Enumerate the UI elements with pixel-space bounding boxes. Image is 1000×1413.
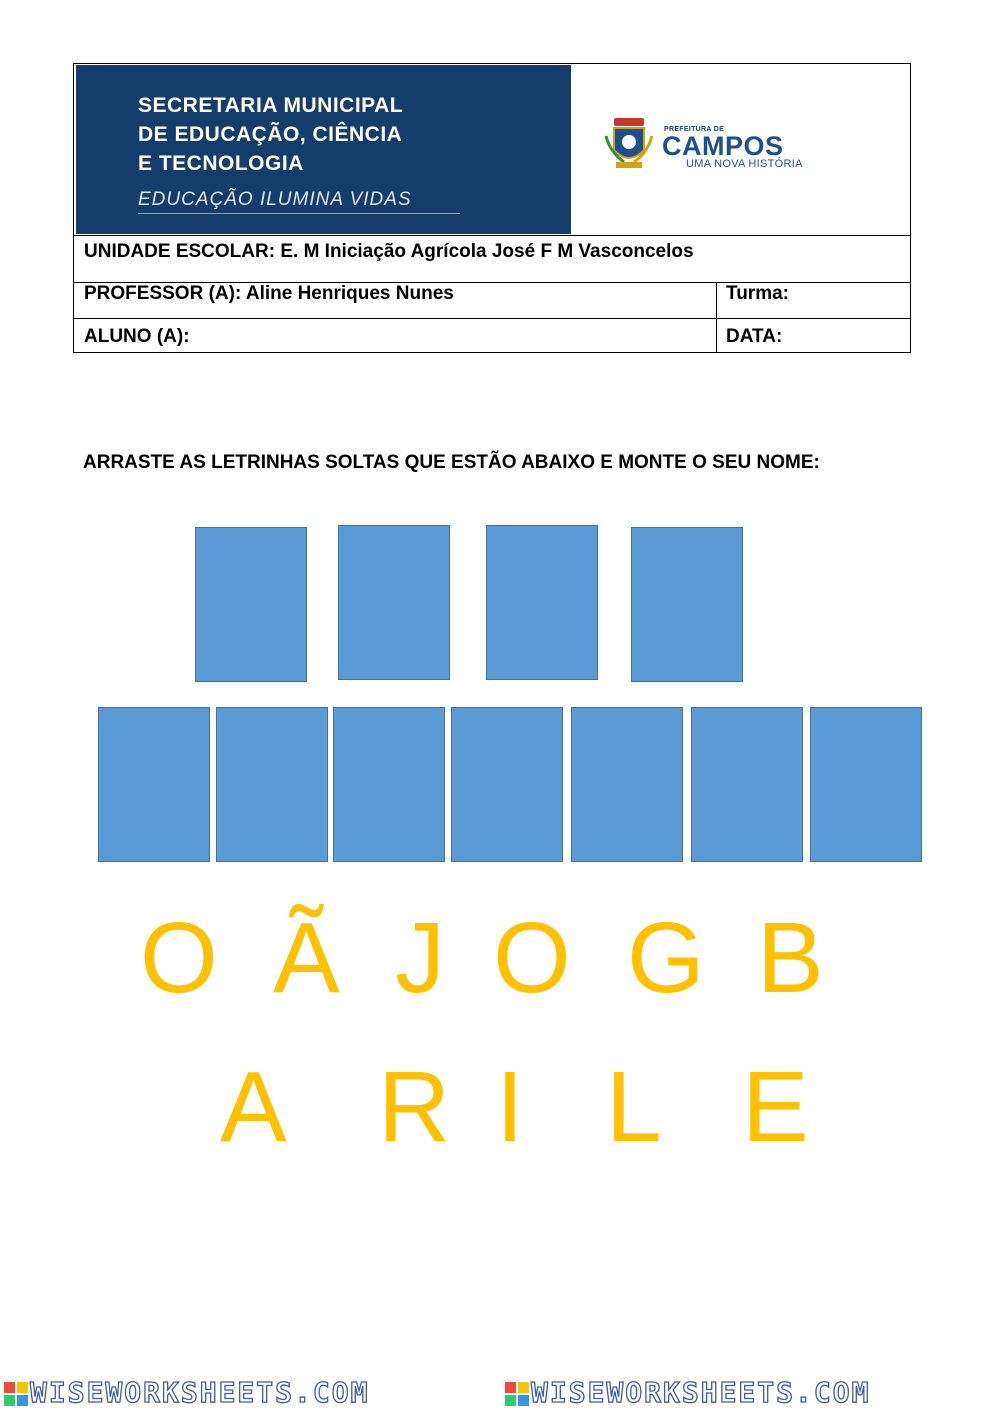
letter-tile[interactable]: G: [627, 902, 705, 1014]
drop-slot[interactable]: [451, 707, 563, 862]
drop-slot[interactable]: [338, 525, 450, 680]
letter-tile[interactable]: E: [742, 1051, 809, 1163]
letter-tile[interactable]: A: [220, 1051, 287, 1163]
column-divider: [716, 283, 717, 353]
secretaria-line3: E TECNOLOGIA: [138, 152, 304, 175]
turma-label: Turma:: [726, 283, 789, 304]
motto: EDUCAÇÃO ILUMINA VIDAS: [138, 189, 412, 210]
secretaria-banner: [76, 65, 571, 234]
wise-logo-icon: [505, 1382, 529, 1406]
letter-tile[interactable]: O: [493, 902, 571, 1014]
drop-slot[interactable]: [98, 707, 210, 862]
letter-tile[interactable]: I: [496, 1051, 524, 1163]
secretaria-line1: SECRETARIA MUNICIPAL: [138, 94, 404, 117]
drop-slot[interactable]: [216, 707, 328, 862]
letter-tile[interactable]: B: [757, 902, 824, 1014]
letter-tile[interactable]: O: [140, 902, 218, 1014]
watermark-text: WISEWORKSHEETS.COM: [531, 1376, 871, 1409]
unidade-label: UNIDADE ESCOLAR: E. M Iniciação Agrícola José F M Vasconcelos: [84, 241, 694, 262]
letter-tile[interactable]: L: [606, 1051, 662, 1163]
aluno-label: ALUNO (A):: [84, 326, 190, 347]
watermark-text: WISEWORKSHEETS.COM: [30, 1376, 370, 1409]
drop-slot[interactable]: [195, 527, 307, 682]
aluno-row: [74, 319, 911, 353]
header-block: [73, 63, 911, 353]
professor-label: PROFESSOR (A): Aline Henriques Nunes: [84, 283, 454, 304]
drop-slot[interactable]: [571, 707, 683, 862]
drop-slot[interactable]: [333, 707, 445, 862]
drop-slot[interactable]: [486, 525, 598, 680]
drop-slot[interactable]: [691, 707, 803, 862]
drop-slot[interactable]: [810, 707, 922, 862]
banner: [74, 64, 911, 236]
motto-underline: [138, 213, 460, 214]
logo-prefix: PREFEITURA DE: [664, 126, 725, 133]
letter-tile[interactable]: R: [378, 1051, 451, 1163]
instruction: ARRASTE AS LETRINHAS SOLTAS QUE ESTÃO ABAIXO E MONTE O SEU NOME:: [83, 452, 820, 473]
footer-watermark: [0, 1374, 1000, 1413]
secretaria-title: [138, 91, 558, 178]
unidade-row: [74, 235, 911, 283]
logo-name: CAMPOS: [662, 131, 784, 161]
logo-tagline: UMA NOVA HISTÓRIA: [686, 158, 803, 170]
data-label: DATA:: [726, 326, 783, 347]
secretaria-line2: DE EDUCAÇÃO, CIÊNCIA: [138, 123, 403, 146]
letter-tile[interactable]: Ã: [273, 902, 340, 1014]
crest-icon: [604, 116, 654, 172]
letter-tile[interactable]: J: [395, 902, 445, 1014]
wise-logo-icon: [4, 1382, 28, 1406]
drop-slot[interactable]: [631, 527, 743, 682]
